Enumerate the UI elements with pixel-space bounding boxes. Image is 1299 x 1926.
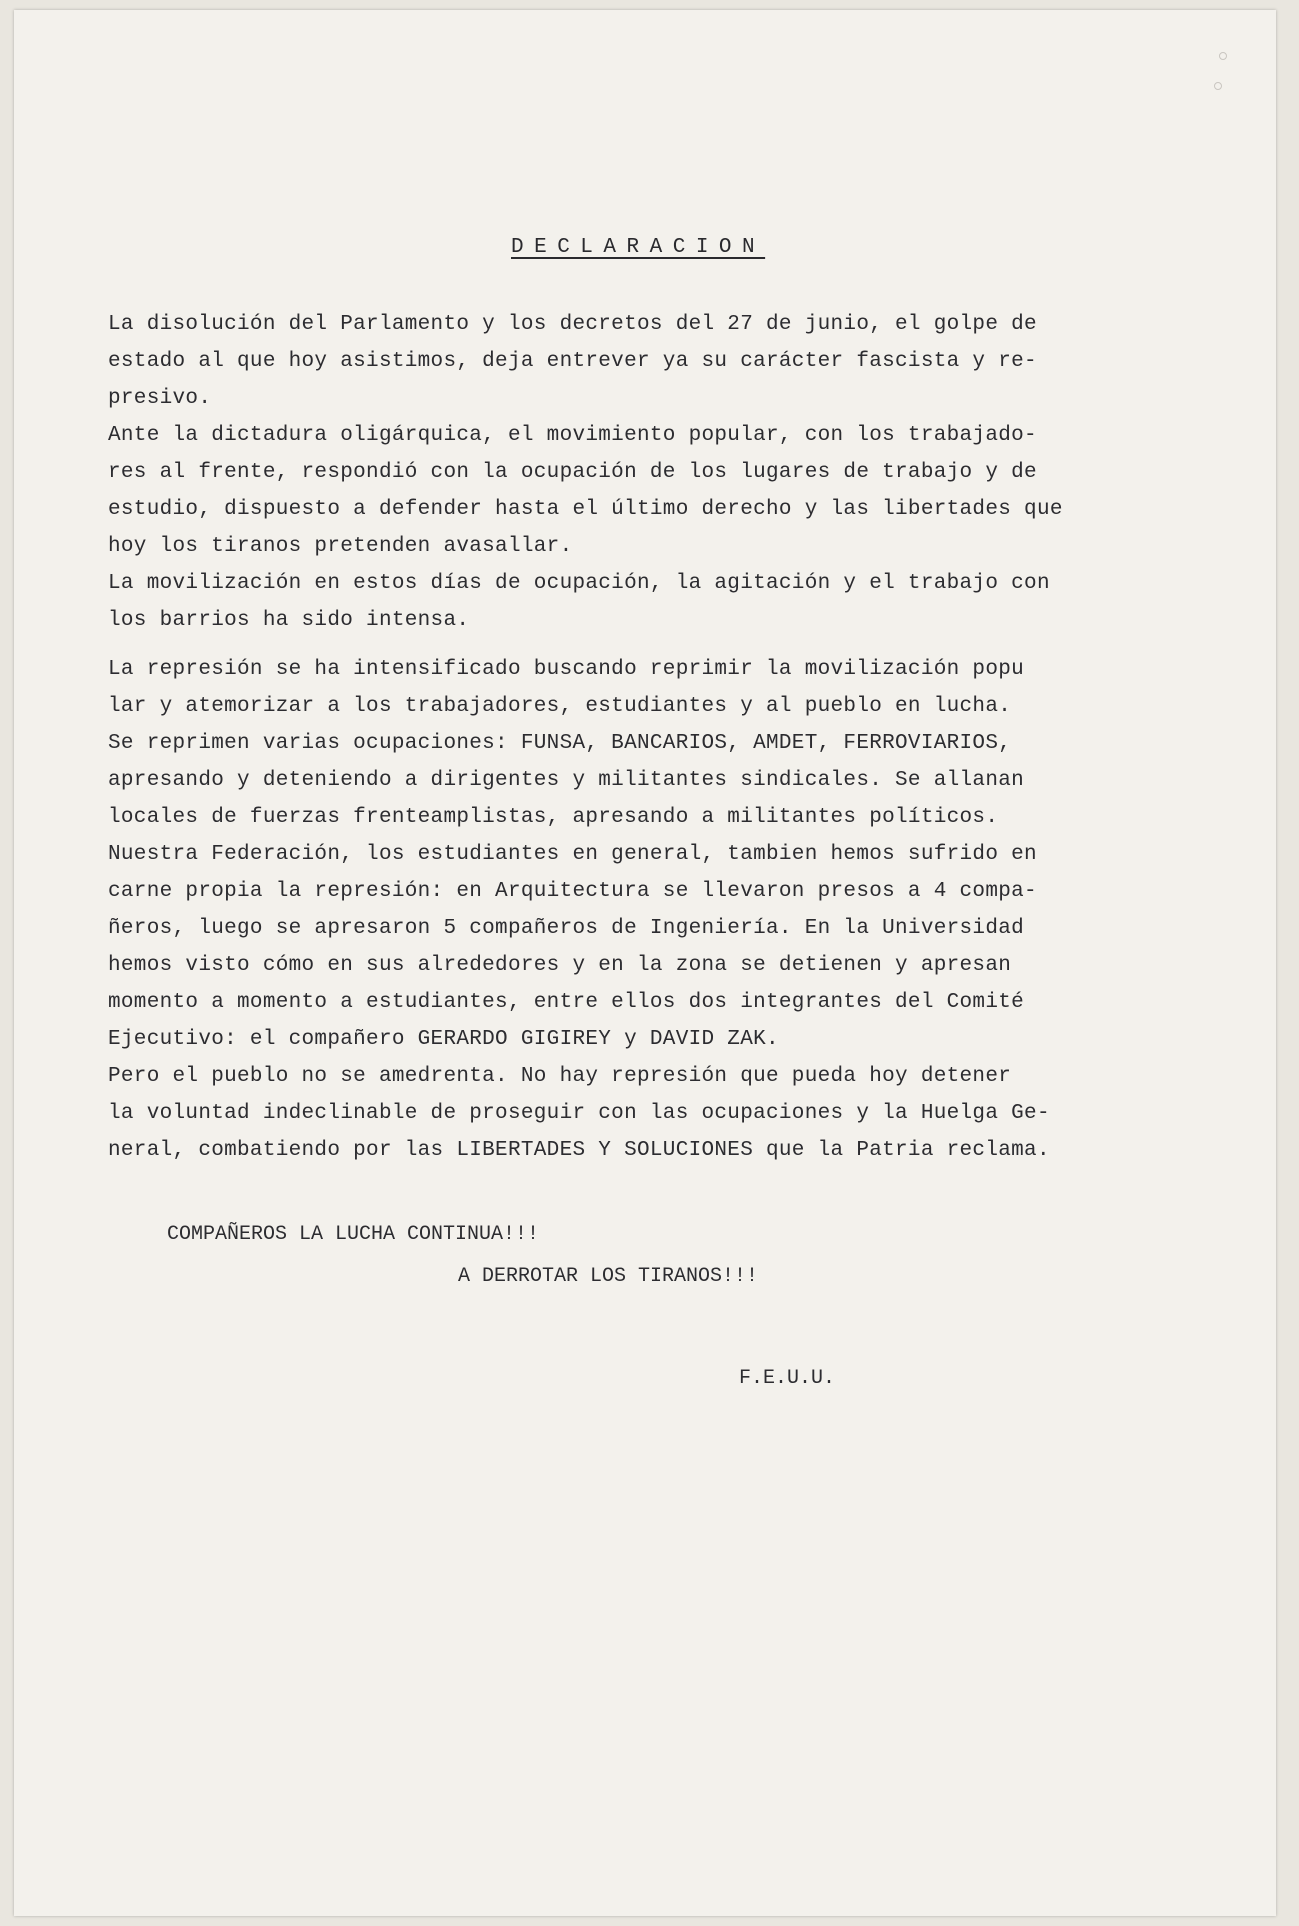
text-line: lar y atemorizar a los trabajadores, estudiantes y al pueblo en lucha.	[108, 695, 1012, 718]
text-line: res al frente, respondió con la ocupación de los lugares de trabajo y de	[108, 461, 1037, 484]
text-line: los barrios ha sido intensa.	[108, 609, 470, 632]
text-line: Pero el pueblo no se amedrenta. No hay represión que pueda hoy detener	[108, 1065, 1012, 1088]
paragraph	[108, 417, 1238, 565]
paper-sheet	[14, 10, 1276, 1916]
text-line: Se reprimen varias ocupaciones: FUNSA, BANCARIOS, AMDET, FERROVIARIOS,	[108, 732, 1012, 755]
paragraph	[108, 651, 1238, 1169]
text-line: La disolución del Parlamento y los decretos del 27 de junio, el golpe de	[108, 313, 1037, 336]
document-body	[108, 306, 1238, 1169]
text-line: carne propia la represión: en Arquitectura se llevaron presos a 4 compa-	[108, 880, 1037, 903]
slogan-line-1: COMPAÑEROS LA LUCHA CONTINUA!!!	[167, 1223, 540, 1246]
text-line: La movilización en estos días de ocupación, la agitación y el trabajo con	[108, 572, 1050, 595]
punch-hole	[1219, 52, 1227, 60]
slogan-line-2: A DERROTAR LOS TIRANOS!!!	[458, 1265, 759, 1288]
text-line: La represión se ha intensificado buscando reprimir la movilización popu	[108, 658, 1025, 681]
text-line: la voluntad indeclinable de proseguir con las ocupaciones y la Huelga Ge-	[108, 1102, 1050, 1125]
text-line: hemos visto cómo en sus alrededores y en la zona se detienen y apresan	[108, 954, 1012, 977]
text-line: locales de fuerzas frenteamplistas, apresando a militantes políticos.	[108, 806, 999, 829]
paragraph	[108, 565, 1238, 639]
text-line: Ante la dictadura oligárquica, el movimiento popular, con los trabajado-	[108, 424, 1037, 447]
punch-hole	[1214, 82, 1222, 90]
text-line: apresando y deteniendo a dirigentes y militantes sindicales. Se allanan	[108, 769, 1025, 792]
text-line: presivo.	[108, 387, 212, 410]
text-line: neral, combatiendo por las LIBERTADES Y SOLUCIONES que la Patria reclama.	[108, 1139, 1050, 1162]
text-line: Ejecutivo: el compañero GERARDO GIGIREY y DAVID ZAK.	[108, 1028, 779, 1051]
text-line: Nuestra Federación, los estudiantes en general, tambien hemos sufrido en	[108, 843, 1037, 866]
text-line: estado al que hoy asistimos, deja entrever ya su carácter fascista y re-	[108, 350, 1037, 373]
text-line: ñeros, luego se apresaron 5 compañeros de Ingeniería. En la Universidad	[108, 917, 1025, 940]
paragraph	[108, 306, 1238, 417]
text-line: momento a momento a estudiantes, entre ellos dos integrantes del Comité	[108, 991, 1025, 1014]
text-line: hoy los tiranos pretenden avasallar.	[108, 535, 573, 558]
signature: F.E.U.U.	[739, 1367, 836, 1390]
document-title: DECLARACION	[511, 236, 766, 259]
text-line: estudio, dispuesto a defender hasta el último derecho y las libertades que	[108, 498, 1063, 521]
